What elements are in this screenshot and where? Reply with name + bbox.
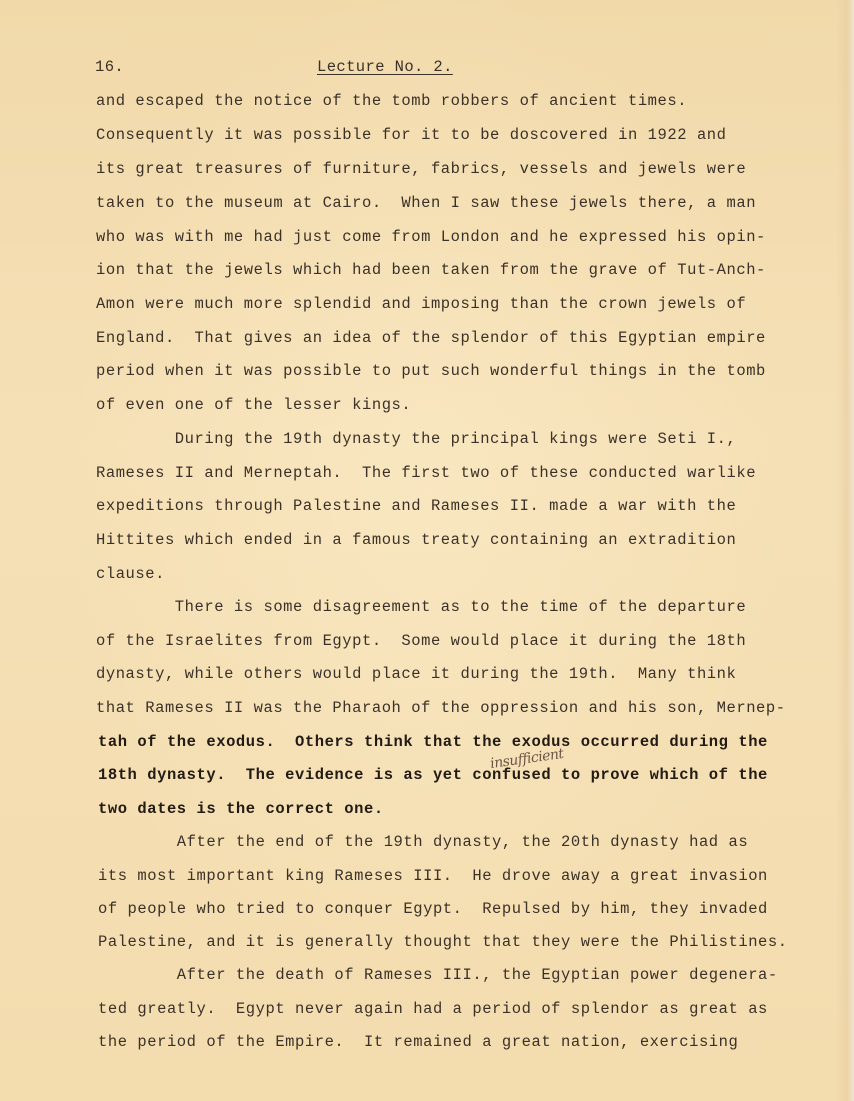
text-line: tah of the exodus. Others think that the exodus occurred during the [98,733,768,751]
page-number: 16. [95,58,125,76]
text-line: Amon were much more splendid and imposing than the crown jewels of [96,295,747,313]
text-line: After the death of Rameses III., the Egyptian power degenera- [98,966,778,984]
text-line: the period of the Empire. It remained a great nation, exercising [98,1033,739,1051]
page-header [95,58,124,76]
text-line: Palestine, and it is generally thought that they were the Philistines. [98,933,788,951]
text-line: and escaped the notice of the tomb robbers of ancient times. [96,92,688,110]
text-line: ion that the jewels which had been taken from the grave of Tut-Anch- [96,261,766,279]
text-line: of even one of the lesser kings. [96,396,412,414]
text-line: of people who tried to conquer Egypt. Repulsed by him, they invaded [98,900,768,918]
text-line: clause. [96,565,165,583]
text-line: After the end of the 19th dynasty, the 20th dynasty had as [98,833,749,851]
text-line: its most important king Rameses III. He drove away a great invasion [98,867,768,885]
paper-edge [836,0,854,1101]
text-line: two dates is the correct one. [98,800,384,818]
text-line: dynasty, while others would place it during the 19th. Many think [96,665,737,683]
text-line: England. That gives an idea of the splendor of this Egyptian empire [96,329,766,347]
text-line: of the Israelites from Egypt. Some would place it during the 18th [96,632,747,650]
text-line: taken to the museum at Cairo. When I saw these jewels there, a man [96,194,757,212]
text-line: Consequently it was possible for it to be doscovered in 1922 and [96,126,727,144]
lecture-title: Lecture No. 2. [317,58,453,76]
text-line: During the 19th dynasty the principal kings were Seti I., [96,430,737,448]
text-line: There is some disagreement as to the time of the departure [96,598,747,616]
handwritten-annotation: insufficient [489,745,565,773]
text-line: who was with me had just come from London and he expressed his opin- [96,228,766,246]
text-line: 18th dynasty. The evidence is as yet confused to prove which of the [98,766,768,784]
text-line: Rameses II and Merneptah. The first two of these conducted warlike [96,464,757,482]
text-line: expeditions through Palestine and Rameses II. made a war with the [96,497,737,515]
text-line: period when it was possible to put such wonderful things in the tomb [96,362,766,380]
text-line: that Rameses II was the Pharaoh of the oppression and his son, Mernep- [96,699,786,717]
text-line: Hittites which ended in a famous treaty containing an extradition [96,531,737,549]
text-line: its great treasures of furniture, fabrics, vessels and jewels were [96,160,747,178]
text-line: ted greatly. Egypt never again had a period of splendor as great as [98,1000,768,1018]
